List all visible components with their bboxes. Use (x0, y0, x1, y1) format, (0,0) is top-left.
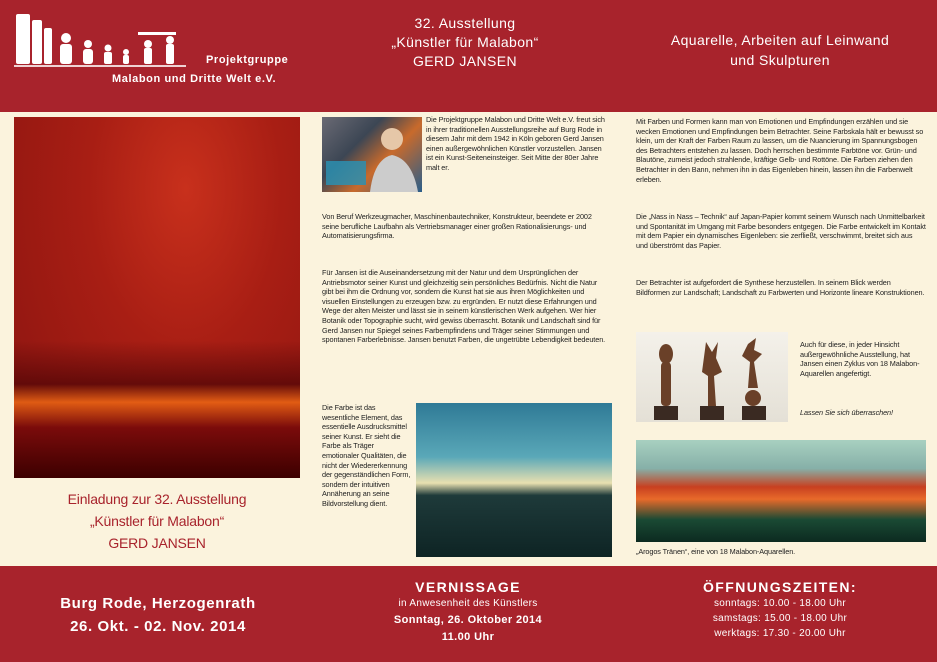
hours-title: ÖFFNUNGSZEITEN: (703, 579, 857, 595)
invitation-line2: „Künstler für Malabon“ (89, 513, 225, 529)
title-line3: GERD JANSEN (413, 53, 517, 69)
invitation-line3: GERD JANSEN (108, 535, 206, 551)
venue-text: Burg Rode, Herzogenrath (60, 595, 256, 612)
artist-photo (322, 117, 422, 192)
vernissage-line2: Sonntag, 26. Oktober 2014 (393, 614, 543, 626)
sculptures-photo (636, 332, 788, 422)
vernissage-title: VERNISSAGE (415, 579, 521, 595)
invitation-line1: Einladung zur 32. Ausstellung (67, 491, 247, 507)
artist-portrait-icon (322, 117, 422, 192)
hours-line3: werktags: 17.30 - 20.00 Uhr (714, 628, 846, 639)
right-text-p3: Der Betrachter ist aufgefordert die Synthese herzustellen. In seinem Blick werden Bildformen zur Landschaft; Landschaft zu Farbwerten und Horizonte lineare Konstruktionen. (636, 278, 925, 297)
sculptures-icon (636, 332, 788, 422)
sculptures-italic: Lassen Sie sich überraschen! (800, 408, 893, 417)
middle-nature-text: Für Jansen ist die Auseinandersetzung mit der Natur und dem Ursprünglichen der Antriebsmotor seiner Kunst und gleichzeitig sein persönliches Bedürfnis. Nicht die Natur gibt bei ihm die Ordnung vor, sondern die Kunst hat sie aus ihren Möglichkeiten und visuellen Einstellungen zu erzeugen bzw. zu ergründen. Er nutzt diese Erfahrungen und Wege der alten Meister und lässt sie in seinem künstlerischen Werk aufgehen. Wer hier Botanik oder Topographie sucht, wird gewiss überrascht. Botanik und Landschaft sind für Gerd Jansen nur Spiegel seines Farbempfindens und Träger seiner Stimmungen und spontanen Farberlebnisse. Jansen benutzt Farben, die ungetrübte Lebendigkeit bedeuten. (322, 268, 606, 345)
red-painting-image (14, 117, 300, 478)
arogos-painting (636, 440, 926, 542)
org-name-line2: Malabon und Dritte Welt e.V. (112, 73, 277, 85)
middle-career-text: Von Beruf Werkzeugmacher, Maschinenbautechniker, Konstrukteur, beendete er 2002 seine berufliche Laufbahn als Vertriebsmanager einer großen Rationalisierungs- und Automatisierungsfirma. (322, 212, 592, 241)
title-line1: 32. Ausstellung (414, 15, 516, 31)
middle-color-text: Die Farbe ist das wesentliche Element, das essentielle Ausdrucksmittel seiner Kunst. Er sieht die Farbe als Träger emotionaler Qualitäten, die nicht der Wiedererkennung der gegenständlichen Form, sondern der intuitiven Annäherung an seine Bildvorstellung dient. (322, 403, 411, 508)
venue-block (0, 592, 316, 638)
org-name-line1: Projektgruppe (206, 54, 289, 66)
dates-text: 26. Okt. - 02. Nov. 2014 (70, 618, 246, 635)
logo-figures-icon (14, 10, 186, 72)
subtitle-line2: und Skulpturen (730, 52, 830, 68)
hours-line1: sonntags: 10.00 - 18.00 Uhr (713, 598, 847, 609)
vernissage-line3: 11.00 Uhr (441, 631, 495, 643)
arogos-caption: „Arogos Tränen“, eine von 18 Malabon-Aquarellen. (636, 547, 796, 556)
hours-line2: samstags: 15.00 - 18.00 Uhr (712, 613, 848, 624)
subtitle-block (630, 30, 930, 70)
middle-intro-text: Die Projektgruppe Malabon und Dritte Welt e.V. freut sich in ihrer traditionellen Ausstellungsreihe auf Burg Rode in diesem Jahr mit dem 1942 in Köln geboren Gerd Jansen einen außergewöhnlichen Künstler vorzustellen. Jansen ist ein Kunst-Seiteneinsteiger. Seit Mitte der 80er Jahre malt er. (426, 115, 605, 172)
header-band (0, 0, 937, 112)
blue-landscape-painting (416, 403, 612, 557)
sculptures-text: Auch für diese, in jeder Hinsicht außergewöhnliche Ausstellung, hat Jansen einen Zyklus von 18 Malabon-Aquarellen angefertigt. (800, 340, 920, 378)
right-text-p2: Die „Nass in Nass – Technik“ auf Japan-Papier kommt seinem Wunsch nach Unmittelbarkeit und Spontanität im Umgang mit Farbe besonders entgegen. Die Farbe entwickelt im Kontakt mit dem Papier ein dynamisches Eigenleben: sie zerfließt, verschwimmt, breitet sich aus und überströmt das Papier. (636, 212, 926, 250)
subtitle-line1: Aquarelle, Arbeiten auf Leinwand (670, 32, 890, 48)
title-line2: „Künstler für Malabon“ (391, 34, 539, 50)
footer-band (0, 566, 937, 662)
title-block (330, 14, 600, 71)
right-text-p1: Mit Farben und Formen kann man von Emotionen und Empfindungen erzählen und sie wecken Emotionen und Empfindungen beim Betrachter. Seine Farbskala hält er bewusst so klein, um der Kraft der Farben Raum zu lassen, um die Nuancierung im Spannungsbogen des Betrachters entstehen zu lassen. Doch herrschen bestimmte Farbtöne vor. Grün- und Blautöne, zumeist jedoch strahlende, kräftige Gelb- und Rottöne. Die Farben ziehen den Betrachter in den Bann, nehmen ihn in das Eigenleben hinein, lassen ihn die Farbenwelt erleben. (636, 117, 924, 184)
vernissage-block (330, 578, 606, 646)
hours-block (630, 578, 930, 641)
invitation-block (14, 488, 300, 554)
vernissage-line1: in Anwesenheit des Künstlers (398, 598, 538, 609)
